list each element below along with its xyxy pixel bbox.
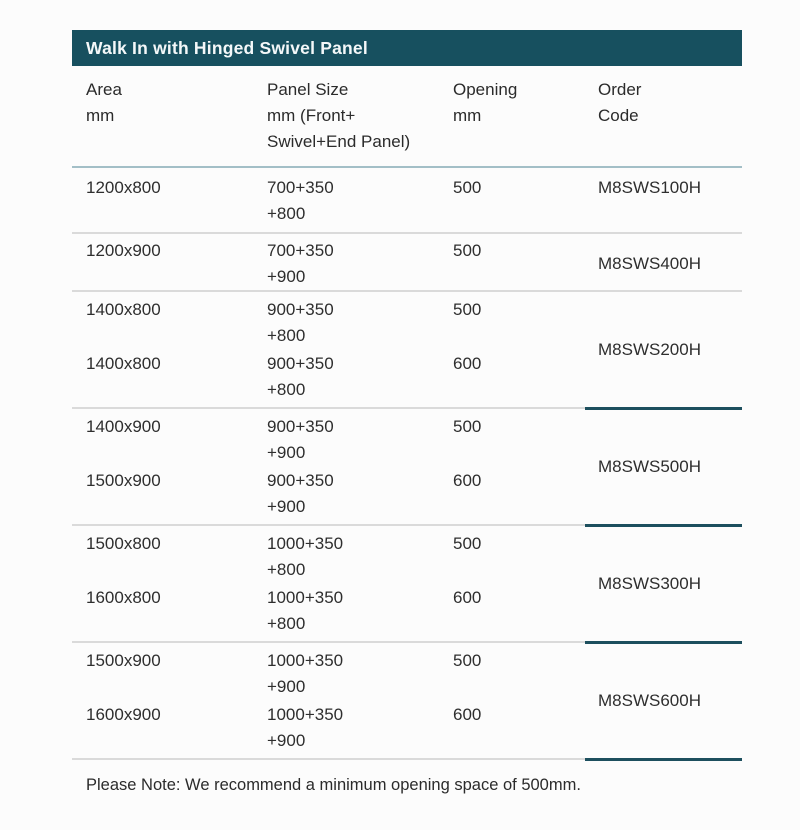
panel-size-line: +900 <box>267 497 306 516</box>
header-line: Area <box>86 80 122 99</box>
panel-size-line: 700+350 <box>267 241 334 260</box>
order-code-cell: M8SWS300H <box>598 574 701 593</box>
table-group <box>72 526 742 643</box>
opening-cell: 500 <box>453 241 482 260</box>
area-cell: 1600x800 <box>86 588 161 607</box>
panel-size-line: +800 <box>267 204 306 223</box>
page-title: Walk In with Hinged Swivel Panel <box>86 37 368 58</box>
panel-size-line: 900+350 <box>267 471 334 490</box>
spec-table <box>72 30 742 795</box>
panel-size-line: +800 <box>267 380 306 399</box>
order-code-cell: M8SWS200H <box>598 340 701 359</box>
column-header-area <box>72 77 267 155</box>
opening-cell: 600 <box>453 471 482 490</box>
opening-cell: 500 <box>453 417 482 436</box>
panel-size-line: +800 <box>267 614 306 633</box>
area-cell: 1200x800 <box>86 178 161 197</box>
area-cell: 1500x900 <box>86 471 161 490</box>
header-line: Opening <box>453 80 518 99</box>
opening-cell: 500 <box>453 178 482 197</box>
panel-size-line: 1000+350 <box>267 705 344 724</box>
header-line: mm <box>86 106 115 125</box>
panel-size-line: 1000+350 <box>267 588 344 607</box>
opening-cell: 500 <box>453 534 482 553</box>
panel-size-cell <box>267 351 453 403</box>
header-line: Swivel+End Panel) <box>267 132 411 151</box>
panel-size-line: +900 <box>267 731 306 750</box>
panel-size-line: 1000+350 <box>267 534 344 553</box>
column-header-row <box>72 66 742 168</box>
area-cell: 1600x900 <box>86 705 161 724</box>
header-line: mm <box>453 106 482 125</box>
panel-size-line: +800 <box>267 560 306 579</box>
order-code-cell: M8SWS500H <box>598 457 701 476</box>
table-title-bar <box>72 30 742 66</box>
panel-size-cell <box>267 648 453 700</box>
table-group <box>72 168 742 234</box>
panel-size-line: 700+350 <box>267 178 334 197</box>
area-cell: 1400x800 <box>86 300 161 319</box>
column-header-opening <box>453 77 598 155</box>
panel-size-cell <box>267 702 453 754</box>
column-header-order-code <box>598 77 742 155</box>
opening-cell: 600 <box>453 705 482 724</box>
panel-size-line: +800 <box>267 326 306 345</box>
column-header-panel-size <box>267 77 453 155</box>
opening-cell: 600 <box>453 588 482 607</box>
header-line: Code <box>598 106 639 125</box>
panel-size-cell <box>267 238 453 290</box>
order-code-cell: M8SWS400H <box>598 254 701 273</box>
header-line: mm (Front+ <box>267 106 356 125</box>
header-line: Panel Size <box>267 80 349 99</box>
panel-size-cell <box>267 175 453 227</box>
panel-size-line: 900+350 <box>267 417 334 436</box>
panel-size-line: 900+350 <box>267 354 334 373</box>
order-code-cell: M8SWS100H <box>598 178 701 197</box>
area-cell: 1500x800 <box>86 534 161 553</box>
panel-size-cell <box>267 531 453 583</box>
order-code-cell: M8SWS600H <box>598 691 701 710</box>
panel-size-line: 900+350 <box>267 300 334 319</box>
area-cell: 1500x900 <box>86 651 161 670</box>
panel-size-cell <box>267 297 453 349</box>
table-group <box>72 234 742 292</box>
panel-size-cell <box>267 585 453 637</box>
area-cell: 1200x900 <box>86 241 161 260</box>
header-line: Order <box>598 80 642 99</box>
table-group <box>72 643 742 760</box>
opening-cell: 500 <box>453 300 482 319</box>
panel-size-line: +900 <box>267 267 306 286</box>
panel-size-cell <box>267 468 453 520</box>
area-cell: 1400x900 <box>86 417 161 436</box>
footer-note: Please Note: We recommend a minimum opening space of 500mm. <box>86 776 581 794</box>
panel-size-line: +900 <box>267 443 306 462</box>
opening-cell: 500 <box>453 651 482 670</box>
panel-size-cell <box>267 414 453 466</box>
panel-size-line: 1000+350 <box>267 651 344 670</box>
area-cell: 1400x800 <box>86 354 161 373</box>
table-group <box>72 409 742 526</box>
opening-cell: 600 <box>453 354 482 373</box>
table-group <box>72 292 742 409</box>
panel-size-line: +900 <box>267 677 306 696</box>
